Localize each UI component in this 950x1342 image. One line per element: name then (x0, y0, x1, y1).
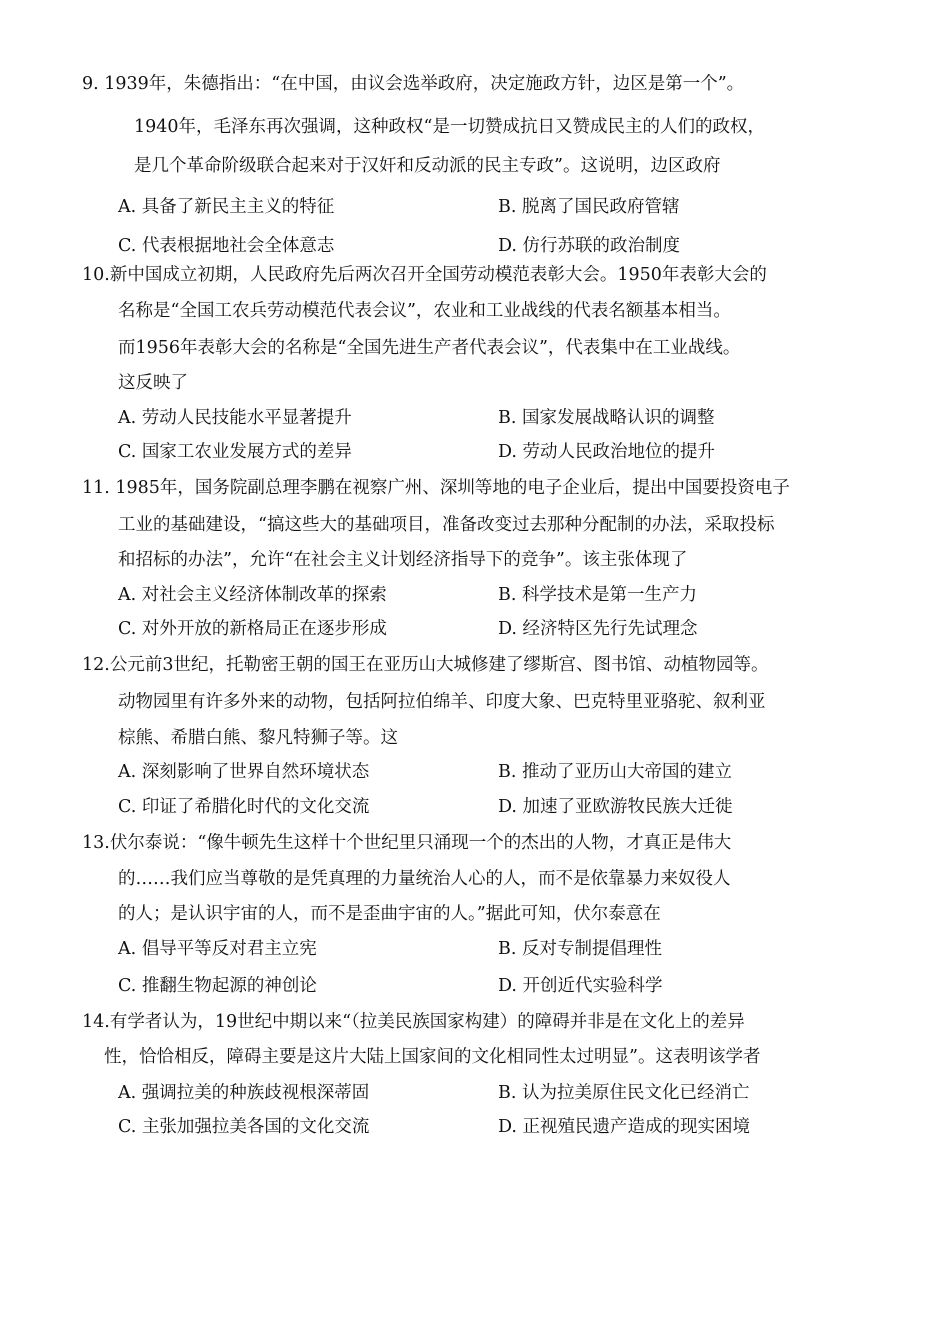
question-stem-line: 9. 1939年，朱德指出：“在中国，由议会选举政府，决定施政方针，边区是第一个”。 (82, 74, 745, 94)
option-d[interactable]: D. 劳动人民政治地位的提升 (498, 442, 716, 462)
option-d[interactable]: D. 仿行苏联的政治制度 (498, 236, 681, 256)
option-b[interactable]: B. 脱离了国民政府管辖 (498, 197, 680, 217)
option-b[interactable]: B. 认为拉美原住民文化已经消亡 (498, 1083, 750, 1103)
option-c[interactable]: C. 推翻生物起源的神创论 (118, 976, 317, 996)
option-c[interactable]: C. 对外开放的新格局正在逐步形成 (118, 619, 387, 639)
option-a[interactable]: A. 对社会主义经济体制改革的探索 (118, 585, 387, 605)
question-stem-line: 是几个革命阶级联合起来对于汉奸和反动派的民主专政”。这说明，边区政府 (134, 156, 721, 176)
question-stem-line: 14.有学者认为，19世纪中期以来“（拉美民族国家构建）的障碍并非是在文化上的差异 (82, 1012, 745, 1032)
option-a[interactable]: A. 深刻影响了世界自然环境状态 (118, 762, 370, 782)
option-b[interactable]: B. 科学技术是第一生产力 (498, 585, 697, 605)
question-stem-line: 13.伏尔泰说：“像牛顿先生这样十个世纪里只涌现一个的杰出的人物，才真正是伟大 (82, 833, 732, 853)
option-c[interactable]: C. 代表根据地社会全体意志 (118, 236, 335, 256)
question-stem-line: 棕熊、希腊白熊、黎凡特狮子等。这 (118, 728, 398, 748)
option-d[interactable]: D. 加速了亚欧游牧民族大迁徙 (498, 797, 733, 817)
question-stem-line: 的……我们应当尊敬的是凭真理的力量统治人心的人，而不是依靠暴力来奴役人 (118, 869, 731, 889)
question-stem-line: 的人；是认识宇宙的人，而不是歪曲宇宙的人。”据此可知，伏尔泰意在 (118, 904, 661, 924)
question-stem-line: 名称是“全国工农兵劳动模范代表会议”，农业和工业战线的代表名额基本相当。 (118, 301, 731, 321)
option-b[interactable]: B. 反对专制提倡理性 (498, 939, 662, 959)
option-d[interactable]: D. 开创近代实验科学 (498, 976, 663, 996)
option-a[interactable]: A. 具备了新民主主义的特征 (118, 197, 335, 217)
option-d[interactable]: D. 正视殖民遗产造成的现实困境 (498, 1117, 751, 1137)
question-stem-line: 11. 1985年，国务院副总理李鹏在视察广州、深圳等地的电子企业后，提出中国要投资电子 (82, 478, 790, 498)
question-stem-line: 10.新中国成立初期，人民政府先后两次召开全国劳动模范表彰大会。1950年表彰大会的 (82, 265, 767, 285)
option-c[interactable]: C. 主张加强拉美各国的文化交流 (118, 1117, 370, 1137)
question-stem-line: 1940年，毛泽东再次强调，这种政权“是一切赞成抗日又赞成民主的人们的政权， (134, 117, 765, 137)
option-d[interactable]: D. 经济特区先行先试理念 (498, 619, 698, 639)
option-a[interactable]: A. 劳动人民技能水平显著提升 (118, 408, 352, 428)
option-c[interactable]: C. 印证了希腊化时代的文化交流 (118, 797, 370, 817)
question-stem-line: 这反映了 (118, 373, 188, 393)
question-stem-line: 12.公元前3世纪，托勒密王朝的国王在亚历山大城修建了缪斯宫、图书馆、动植物园等。 (82, 655, 769, 675)
option-c[interactable]: C. 国家工农业发展方式的差异 (118, 442, 352, 462)
option-b[interactable]: B. 国家发展战略认识的调整 (498, 408, 715, 428)
question-stem-line: 和招标的办法”，允许“在社会主义计划经济指导下的竞争”。该主张体现了 (118, 550, 688, 570)
question-stem-line: 动物园里有许多外来的动物，包括阿拉伯绵羊、印度大象、巴克特里亚骆驼、叙利亚 (118, 692, 766, 712)
option-a[interactable]: A. 倡导平等反对君主立宪 (118, 939, 317, 959)
question-stem-line: 性，恰恰相反，障碍主要是这片大陆上国家间的文化相同性太过明显”。这表明该学者 (104, 1047, 761, 1067)
question-stem-line: 而1956年表彰大会的名称是“全国先进生产者代表会议”，代表集中在工业战线。 (118, 338, 741, 358)
question-stem-line: 工业的基础建设，“搞这些大的基础项目，准备改变过去那种分配制的办法，采取投标 (118, 515, 775, 535)
option-a[interactable]: A. 强调拉美的种族歧视根深蒂固 (118, 1083, 370, 1103)
option-b[interactable]: B. 推动了亚历山大帝国的建立 (498, 762, 732, 782)
